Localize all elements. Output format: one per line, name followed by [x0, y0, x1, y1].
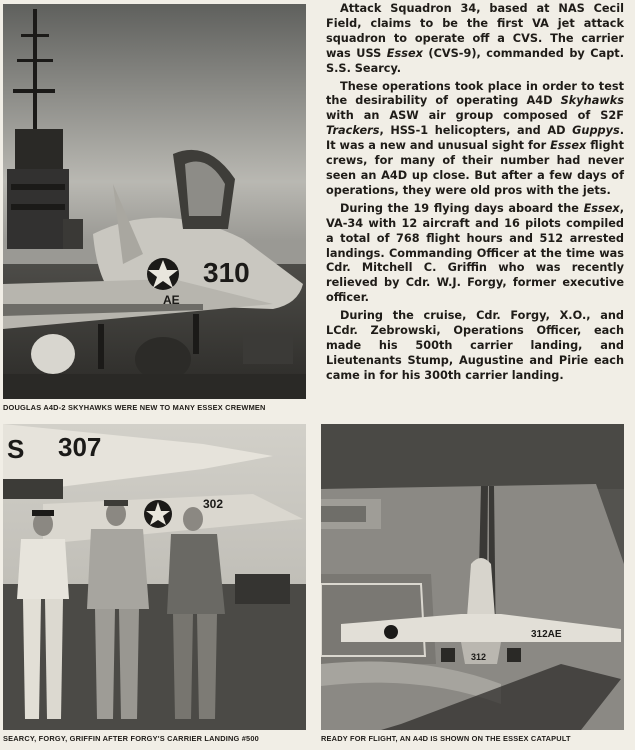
officers-aircraft-number-marking: 307	[58, 432, 102, 462]
photo-catapult	[321, 424, 624, 730]
photo-catapult-caption: READY FOR FLIGHT, AN A4D IS SHOWN ON THE ESSEX CATAPULT	[321, 734, 571, 743]
photo-skyhawks-caption: DOUGLAS A4D-2 SKYHAWKS WERE NEW TO MANY ESSEX CREWMEN	[3, 403, 266, 412]
catapult-aircraft-wing-marking: 312AE	[531, 629, 562, 640]
article-paragraph: These operations took place in order to test the desirability of operating A4D Skyhawks with an ASW air group composed of S2F Trackers, HSS-1 helicopters, and AD Guppys. It was a new and unusual sight for Essex flight crews, for many of their number had never seen an A4D up close. But after a few days of operations, they were old pros with the jets.	[326, 79, 624, 197]
officers-second-aircraft-number-marking: 302	[203, 497, 224, 511]
catapult-aircraft-nose-marking: 312	[471, 652, 487, 662]
photo-skyhawks-on-deck	[3, 4, 306, 399]
article-paragraph: During the 19 flying days aboard the Essex, VA-34 with 12 aircraft and 16 pilots compiled a total of 768 flight hours and 512 arrested landings. Commanding Officer at the time was Cdr. Mitchell C. Griffin who was recently relieved by Cdr. W.J. Forgy, former executive officer.	[326, 201, 624, 305]
officers-aircraft-letter-marking: S	[7, 434, 25, 464]
photo-officers	[3, 424, 306, 730]
skyhawk-number-marking: 310	[203, 257, 250, 288]
photo-officers-caption: SEARCY, FORGY, GRIFFIN AFTER FORGY'S CARRIER LANDING #500	[3, 734, 259, 743]
article-body	[326, 2, 624, 387]
skyhawk-tail-code-marking: AE	[163, 293, 180, 307]
article-paragraph: During the cruise, Cdr. Forgy, X.O., and LCdr. Zebrowski, Operations Officer, each made his 500th carrier landing, and Lieutenants Stump, Augustine and Pirie each came in for his 300th carrier landing.	[326, 309, 624, 382]
article-paragraph: Attack Squadron 34, based at NAS Cecil Field, claims to be the first VA jet attack squadron to operate off a CVS. The carrier was USS Essex (CVS-9), commanded by Capt. S.S. Searcy.	[326, 2, 624, 75]
